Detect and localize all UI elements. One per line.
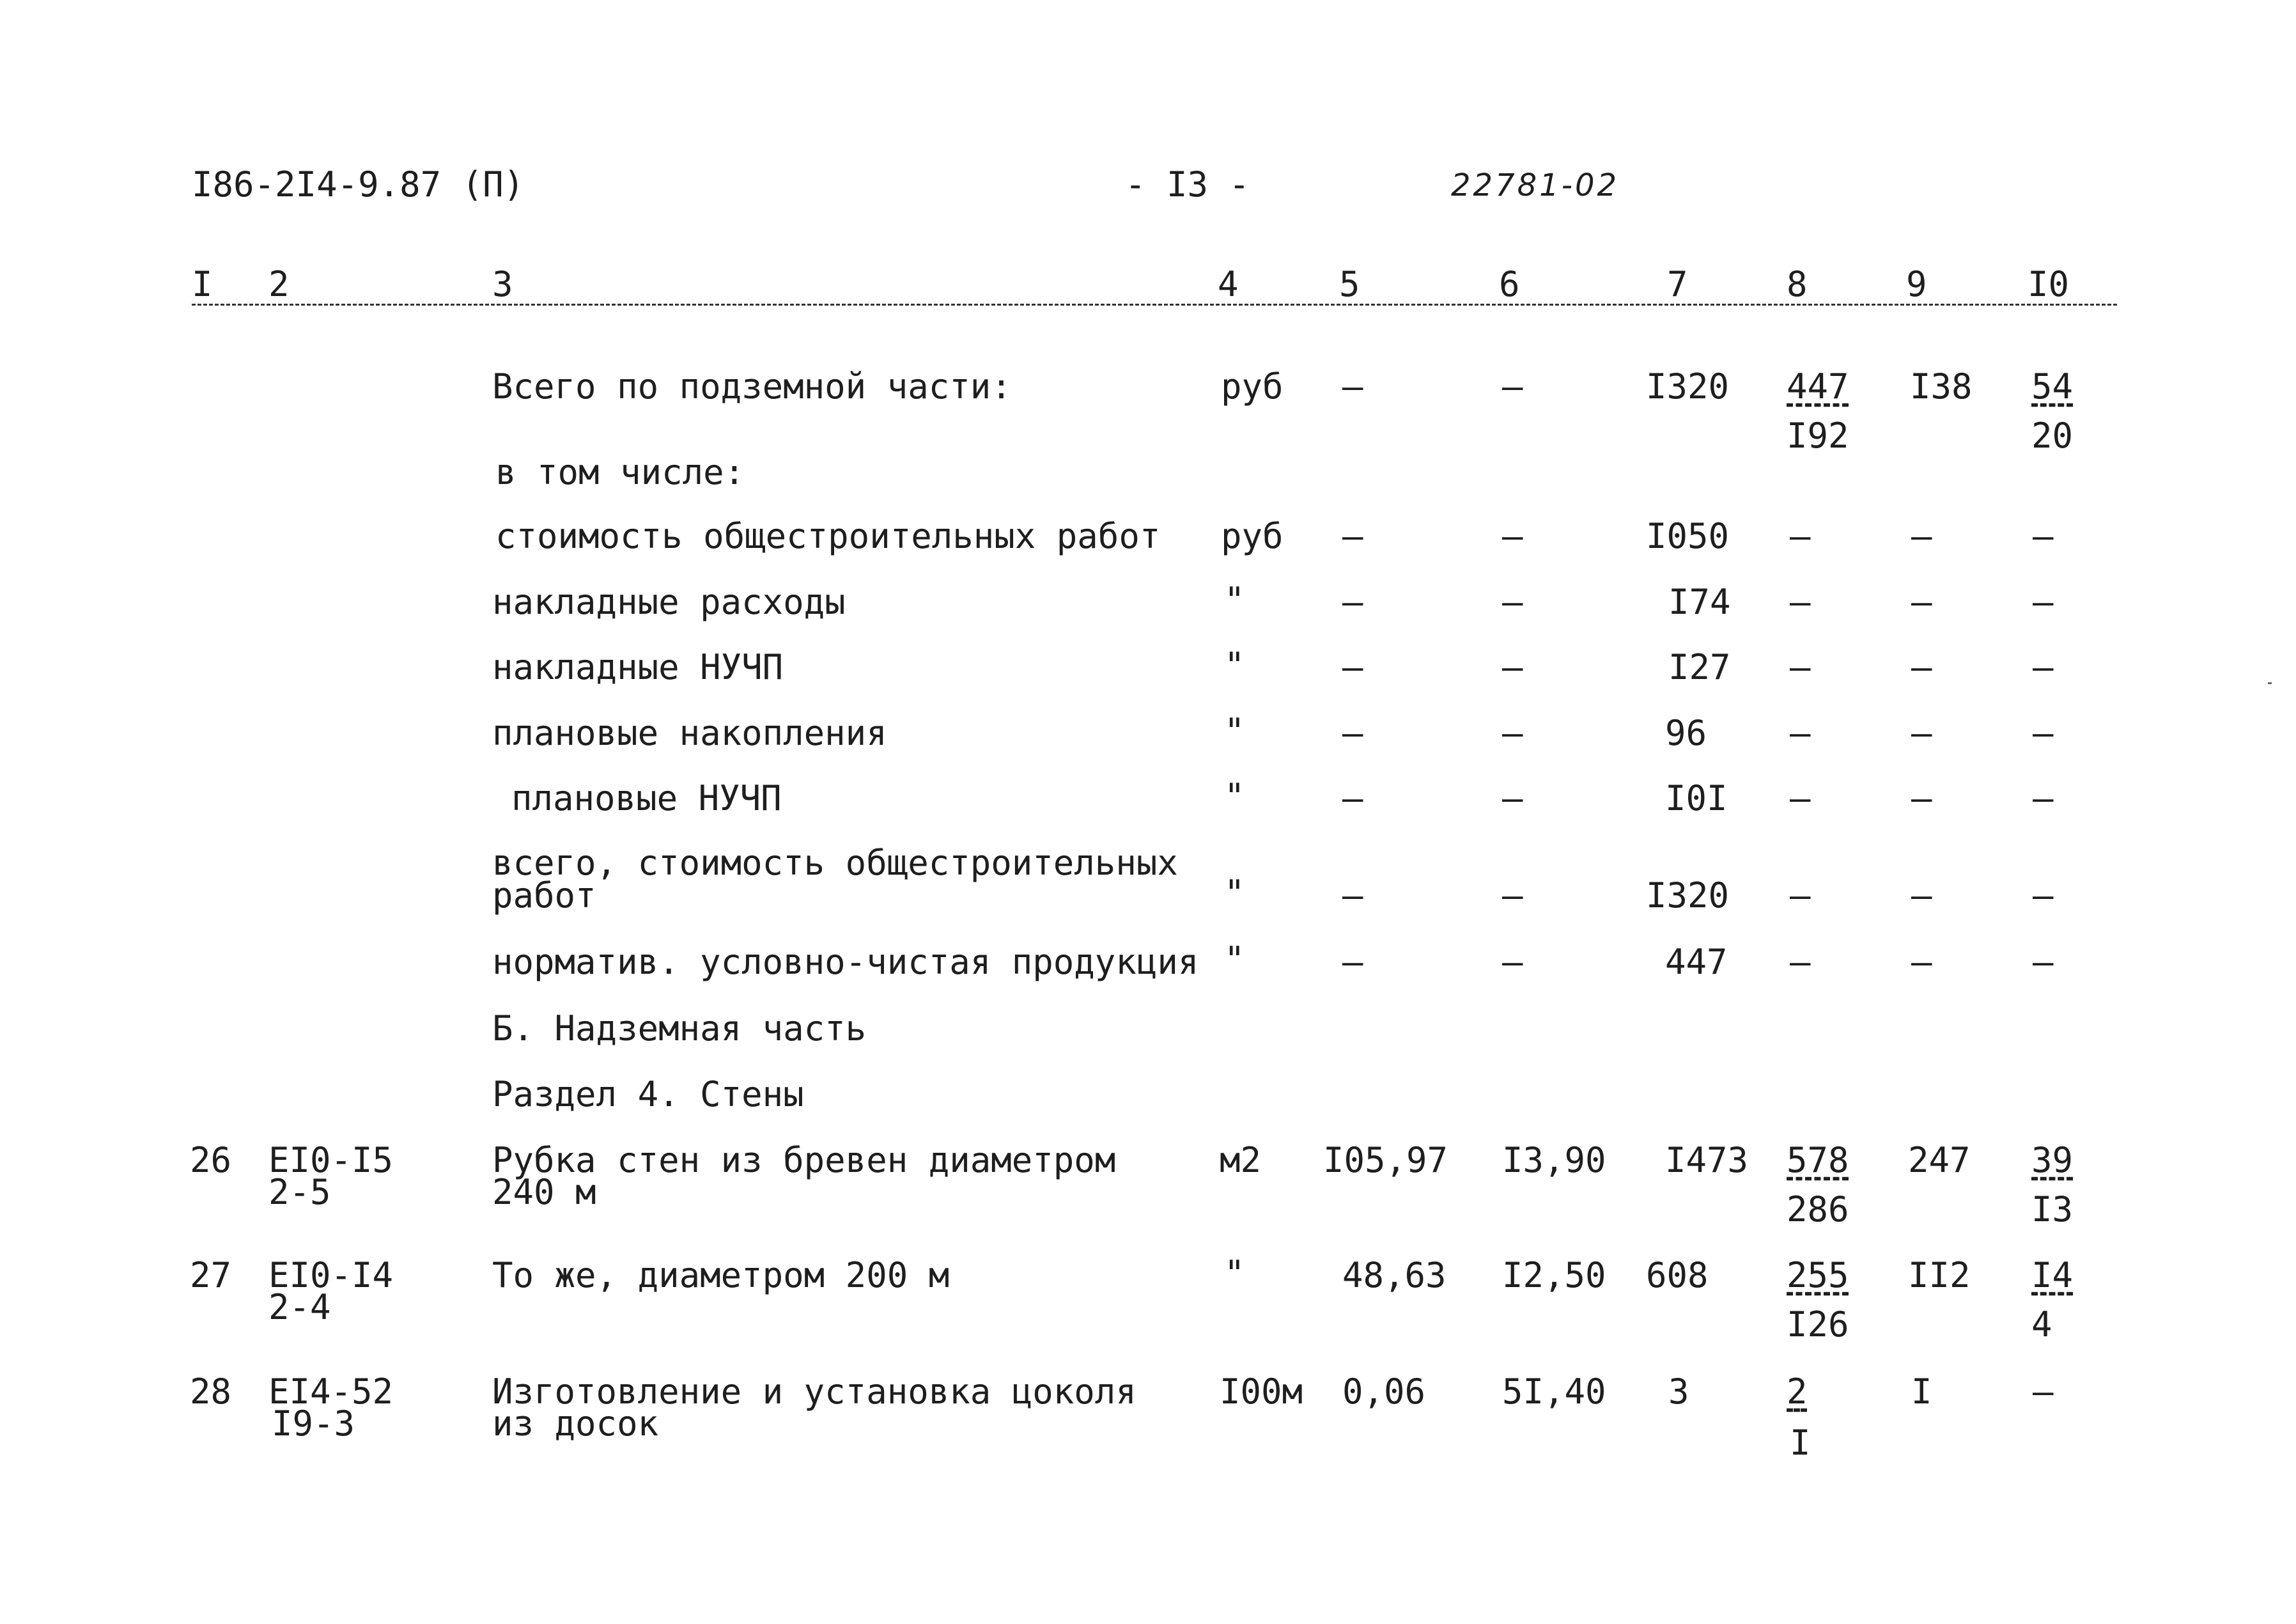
section-heading: Раздел 4. Стены — [492, 1074, 804, 1114]
row-col9: – — [1911, 778, 1932, 818]
row-description: в том числе: — [495, 452, 745, 492]
row-col7: 447 — [1665, 942, 1728, 982]
row-code: ЕI0-I5 — [268, 1140, 394, 1180]
row-col9: II2 — [1908, 1255, 1971, 1295]
row-col10: – — [2033, 778, 2054, 818]
row-col7: 608 — [1646, 1255, 1709, 1295]
row-col8: – — [1790, 875, 1811, 916]
row-col5: – — [1342, 778, 1363, 818]
row-col10: – — [2033, 1371, 2054, 1412]
row-col6: – — [1502, 516, 1523, 556]
row-col8: – — [1790, 582, 1811, 622]
row-col8-bottom: I — [1790, 1423, 1811, 1463]
row-col6: – — [1502, 778, 1523, 818]
row-number: 28 — [190, 1371, 232, 1412]
row-code-continued: I9-3 — [272, 1403, 355, 1444]
section-heading: Б. Надземная часть — [492, 1008, 867, 1049]
row-col8-bottom: I92 — [1787, 416, 1849, 456]
row-col7: I74 — [1668, 582, 1731, 622]
row-col5: 48,63 — [1342, 1255, 1447, 1295]
row-col9: – — [1911, 875, 1932, 916]
row-col8-bottom: I26 — [1787, 1304, 1849, 1345]
row-col9: – — [1911, 582, 1932, 622]
row-col10: – — [2033, 582, 2054, 622]
row-col7: 96 — [1665, 713, 1707, 753]
row-col7: I27 — [1668, 647, 1731, 687]
row-col8: – — [1790, 647, 1811, 687]
row-col10: – — [2033, 942, 2054, 982]
row-col10: – — [2033, 713, 2054, 753]
row-col8: – — [1790, 713, 1811, 753]
column-number: 2 — [268, 264, 290, 304]
column-number: 3 — [492, 264, 513, 304]
row-col5: – — [1342, 582, 1363, 622]
row-description: стоимость общестроительных работ — [495, 516, 1161, 556]
row-col7: I473 — [1665, 1140, 1749, 1180]
row-col6: – — [1502, 942, 1523, 982]
row-col6: – — [1502, 366, 1523, 407]
row-description: Всего по подземной части: — [492, 366, 1012, 407]
row-number: 27 — [190, 1255, 232, 1295]
row-col5: – — [1342, 942, 1363, 982]
scan-speck — [2268, 682, 2272, 684]
row-description: плановые НУЧП — [511, 778, 782, 818]
row-col8-bottom: 286 — [1787, 1189, 1849, 1230]
row-col5: – — [1342, 713, 1363, 753]
page-number: - I3 - — [1125, 164, 1250, 205]
row-unit: " — [1224, 580, 1245, 620]
column-number: 7 — [1667, 264, 1688, 304]
row-description: всего, стоимость общестроительных — [492, 843, 1178, 883]
row-col5: – — [1342, 366, 1363, 407]
row-col8-top: 2 — [1787, 1371, 1808, 1412]
row-col10-top: 39 — [2031, 1140, 2074, 1180]
row-col10: – — [2033, 647, 2054, 687]
row-code-continued: 2-5 — [268, 1172, 331, 1212]
row-col5: I05,97 — [1323, 1140, 1448, 1180]
row-description: накладные расходы — [492, 582, 846, 622]
row-description: То же, диаметром 200 м — [492, 1255, 950, 1295]
row-col10: – — [2033, 516, 2054, 556]
row-col10-top: 54 — [2031, 366, 2074, 407]
row-unit: " — [1224, 711, 1245, 751]
row-unit: " — [1224, 645, 1245, 685]
row-col7: I320 — [1646, 366, 1730, 407]
row-col10-bottom: I3 — [2031, 1189, 2074, 1230]
row-col8-top: 255 — [1787, 1255, 1849, 1295]
document-code: I86-2I4-9.87 (П) — [192, 164, 525, 205]
row-unit: м2 — [1220, 1140, 1262, 1180]
row-col10-bottom: 4 — [2031, 1304, 2052, 1345]
row-description-continued: 240 м — [492, 1172, 596, 1212]
row-col8-top: 447 — [1787, 366, 1849, 407]
column-number: I — [192, 264, 213, 304]
row-description-continued: из досок — [492, 1403, 659, 1444]
row-col9: – — [1911, 942, 1932, 982]
row-col6: I3,90 — [1502, 1140, 1606, 1180]
row-col5: – — [1342, 516, 1363, 556]
column-number: 6 — [1499, 264, 1520, 304]
column-number: I0 — [2028, 264, 2070, 304]
handwritten-registration-number: 22781-02 — [1451, 168, 1620, 203]
row-unit: " — [1224, 776, 1245, 816]
row-col5: – — [1342, 875, 1363, 916]
row-unit: " — [1224, 1253, 1245, 1293]
row-col8: – — [1790, 516, 1811, 556]
row-col7: I050 — [1646, 516, 1730, 556]
row-code: ЕI0-I4 — [268, 1255, 394, 1295]
row-col6: – — [1502, 713, 1523, 753]
column-number: 9 — [1906, 264, 1927, 304]
column-number: 5 — [1339, 264, 1360, 304]
row-col10: – — [2033, 875, 2054, 916]
row-col9: – — [1911, 516, 1932, 556]
header-rule — [192, 304, 2117, 306]
column-number: 8 — [1787, 264, 1808, 304]
row-col9: – — [1911, 713, 1932, 753]
row-description-continued: работ — [492, 875, 596, 916]
row-col8-top: 578 — [1787, 1140, 1849, 1180]
row-description: Изготовление и установка цоколя — [492, 1371, 1136, 1412]
row-col9: I — [1911, 1371, 1932, 1412]
row-unit: I00м — [1220, 1371, 1303, 1412]
row-col6: – — [1502, 582, 1523, 622]
row-col6: – — [1502, 647, 1523, 687]
row-unit: " — [1224, 939, 1245, 980]
row-col10-top: I4 — [2031, 1255, 2074, 1295]
row-unit: руб — [1221, 366, 1284, 407]
row-col7: 3 — [1668, 1371, 1689, 1412]
row-number: 26 — [190, 1140, 232, 1180]
row-description: накладные НУЧП — [492, 647, 784, 687]
row-description: плановые накопления — [492, 713, 887, 753]
row-col8: – — [1790, 778, 1811, 818]
row-col6: I2,50 — [1502, 1255, 1606, 1295]
row-code-continued: 2-4 — [268, 1287, 331, 1327]
row-unit: " — [1224, 873, 1245, 913]
row-code: ЕI4-52 — [268, 1371, 394, 1412]
row-col9: – — [1911, 647, 1932, 687]
row-col7: I320 — [1646, 875, 1730, 916]
row-col6: – — [1502, 875, 1523, 916]
row-unit: руб — [1221, 516, 1284, 556]
column-number: 4 — [1218, 264, 1239, 304]
row-col6: 5I,40 — [1502, 1371, 1606, 1412]
row-col10-bottom: 20 — [2031, 416, 2074, 456]
row-col5: – — [1342, 647, 1363, 687]
row-col7: I0I — [1665, 778, 1728, 818]
row-col8: – — [1790, 942, 1811, 982]
row-description: Рубка стен из бревен диаметром — [492, 1140, 1116, 1180]
row-col9: 247 — [1908, 1140, 1971, 1180]
row-description: норматив. условно-чистая продукция — [492, 942, 1199, 982]
row-col5: 0,06 — [1342, 1371, 1426, 1412]
row-col9: I38 — [1910, 366, 1973, 407]
